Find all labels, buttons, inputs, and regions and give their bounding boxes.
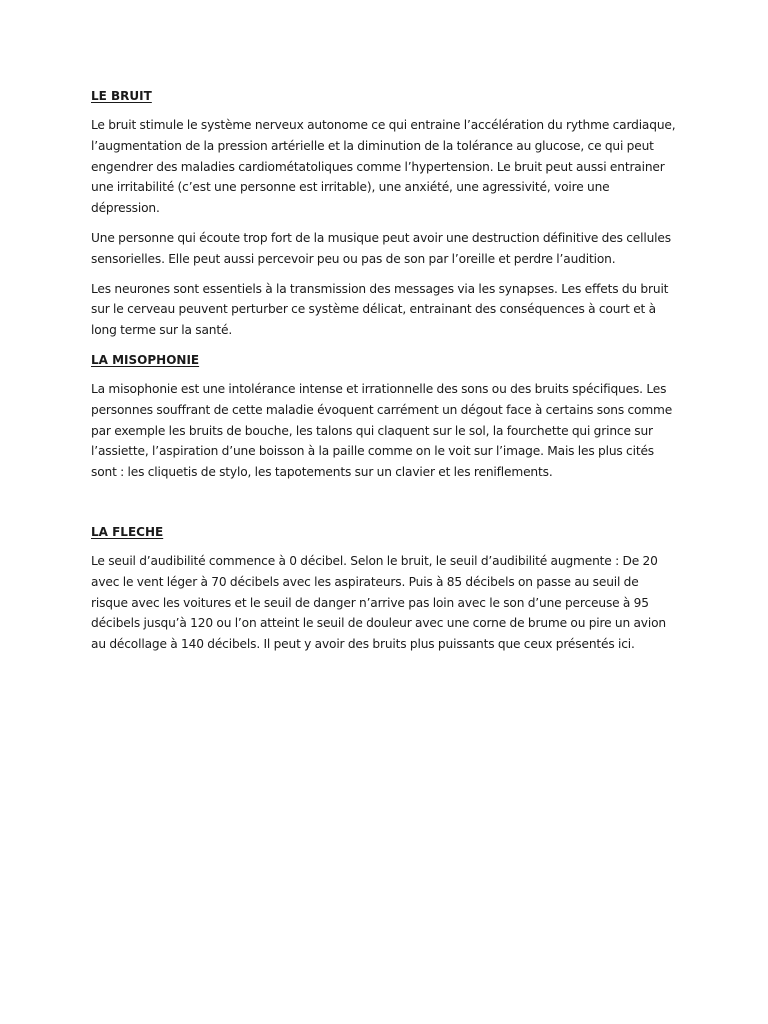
blank-line — [91, 492, 678, 522]
section-heading: LA MISOPHONIE — [91, 352, 200, 367]
section-la-misophonie — [91, 350, 678, 483]
section-heading: LA FLECHE — [91, 524, 164, 539]
section-la-fleche — [91, 522, 678, 655]
paragraph: Une personne qui écoute trop fort de la musique peut avoir une destruction définitive des cellules sensorielles. Elle peut aussi percevoir peu ou pas de son par l’oreille et perdre l’audition. — [91, 230, 671, 266]
section-heading: LE BRUIT — [91, 89, 152, 103]
paragraph: La misophonie est une intolérance intense et irrationnelle des sons ou des bruits spécifiques. Les personnes souffrant de cette maladie évoquent carrément un dégout face à certains sons comme par exemple les bruits de bouche, les talons qui claquent sur le sol, la fourchette qui grince sur l’assiette, l’aspiration d’une boisson à la paille comme on le voit sur l’image. Mais les plus cités sont : les cliquetis de stylo, les tapotements sur un clavier et les reniflements. — [91, 381, 673, 480]
section-le-bruit — [91, 86, 678, 341]
paragraph: Les neurones sont essentiels à la transmission des messages via les synapses. Les effets du bruit sur le cerveau peuvent perturber ce système délicat, entrainant des conséquences à court et à long terme sur la santé. — [91, 281, 669, 338]
paragraph: Le bruit stimule le système nerveux autonome ce qui entraine l’accélération du rythme cardiaque, l’augmentation de la pression artérielle et la diminution de la tolérance au glucose, ce qui peut engendrer des maladies cardiométatoliques comme l’hypertension. Le bruit peut aussi entrainer une irritabilité (c’est une personne est irritable), une anxiété, une agressivité, voire une dépression. — [91, 118, 676, 216]
paragraph: Le seuil d’audibilité commence à 0 décibel. Selon le bruit, le seuil d’audibilité augmente : De 20 avec le vent léger à 70 décibels avec les aspirateurs. Puis à 85 décibels on passe au seuil de risque avec les voitures et le seuil de danger n’arrive pas loin avec le son d’une perceuse à 95 décibels jusqu’à 120 ou l’on atteint le seuil de douleur avec une corne de brume ou pire un avion au décollage à 140 décibels. Il peut y avoir des bruits plus puissants que ceux présentés ici. — [91, 553, 666, 652]
